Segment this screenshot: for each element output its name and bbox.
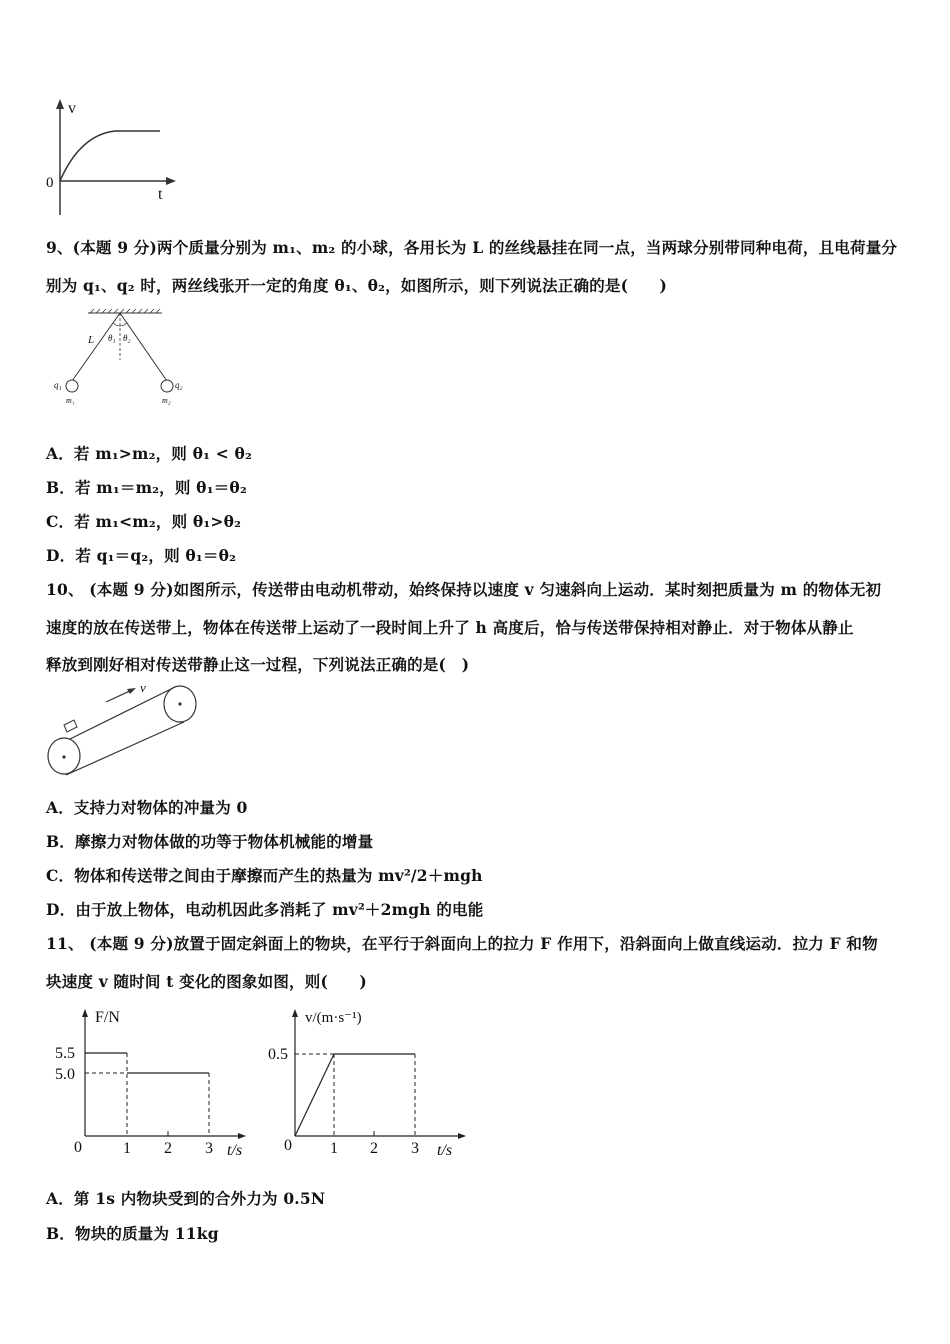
force-time-graph [40, 1000, 260, 1170]
q11-stem-line-1: 11、 (本题 9 分)放置于固定斜面上的物块，在平行于斜面向上的拉力 F 作用下，沿斜面向上做直线运动．拉力 F 和物 [46, 934, 878, 953]
f-xtick-0: 0 [74, 1139, 82, 1156]
q9-option-c[interactable]: C．若 m₁<m₂，则 θ₁>θ₂ [46, 512, 242, 531]
q9-option-d[interactable]: D．若 q₁＝q₂，则 θ₁＝θ₂ [46, 546, 237, 565]
q1-label: q₁ [54, 380, 62, 390]
v-axis-label: v [68, 100, 76, 117]
conveyor-belt-figure [44, 680, 204, 775]
f-tick-5-0: 5.0 [55, 1066, 75, 1083]
q10-option-d[interactable]: D．由于放上物体，电动机因此多消耗了 mv²＋2mgh 的电能 [46, 900, 484, 919]
v-tick-0-5: 0.5 [268, 1046, 288, 1063]
q9-option-b[interactable]: B．若 m₁＝m₂，则 θ₁＝θ₂ [46, 478, 247, 497]
v-axis-label: v/(m·s⁻¹) [305, 1010, 362, 1026]
q9-stem-line-1: 9、(本题 9 分)两个质量分别为 m₁、m₂ 的小球，各用长为 L 的丝线悬挂在同一点，当两球分别带同种电荷，且电荷量分 [46, 238, 898, 257]
v-xtick-2: 2 [370, 1140, 378, 1157]
velocity-label: v [140, 680, 146, 695]
f-xtick-2: 2 [164, 1140, 172, 1157]
v-xtick-1: 1 [330, 1140, 338, 1157]
f-xtick-3: 3 [205, 1140, 213, 1157]
velocity-time-sketch [40, 95, 180, 220]
pendulum-figure [50, 305, 200, 410]
f-xtick-1: 1 [123, 1140, 131, 1157]
f-t-axis-label: t/s [227, 1142, 243, 1159]
v-xtick-3: 3 [411, 1140, 419, 1157]
t-axis-label: t [158, 186, 163, 203]
v-t-axis-label: t/s [437, 1142, 453, 1159]
q9-option-a[interactable]: A．若 m₁>m₂，则 θ₁ < θ₂ [46, 444, 253, 463]
f-axis-label: F/N [95, 1009, 120, 1026]
q10-option-b[interactable]: B．摩擦力对物体做的功等于物体机械能的增量 [46, 832, 374, 851]
origin-label: 0 [46, 175, 54, 191]
q10-option-c[interactable]: C．物体和传送带之间由于摩擦而产生的热量为 mv²/2＋mgh [46, 866, 483, 885]
m1-label: m₁ [66, 396, 75, 405]
v-xtick-0: 0 [284, 1137, 292, 1154]
q10-stem-line-1: 10、 (本题 9 分)如图所示，传送带由电动机带动，始终保持以速度 v 匀速斜向上运动．某时刻把质量为 m 的物体无初 [46, 580, 882, 599]
theta1-label: θ₁ [108, 333, 116, 343]
theta2-label: θ₂ [123, 333, 131, 343]
q2-label: q₂ [175, 380, 183, 390]
f-tick-5-5: 5.5 [55, 1045, 75, 1062]
length-label: L [88, 334, 95, 346]
q9-stem-line-2: 别为 q₁、q₂ 时，两丝线张开一定的角度 θ₁、θ₂，如图所示，则下列说法正确的是( ) [46, 276, 668, 295]
q11-stem-line-2: 块速度 v 随时间 t 变化的图象如图，则( ) [46, 972, 367, 991]
q10-stem-line-3: 释放到刚好相对传送带静止这一过程，下列说法正确的是( ) [46, 655, 470, 674]
velocity-time-graph [260, 1000, 480, 1170]
q10-stem-line-2: 速度的放在传送带上，物体在传送带上运动了一段时间上升了 h 高度后，恰与传送带保持相对静止．对于物体从静止 [46, 618, 854, 637]
m2-label: m₂ [162, 396, 171, 405]
q11-option-b[interactable]: B．物块的质量为 11kg [46, 1224, 219, 1243]
q11-option-a[interactable]: A．第 1s 内物块受到的合外力为 0.5N [46, 1189, 326, 1208]
q10-option-a[interactable]: A．支持力对物体的冲量为 0 [46, 798, 248, 817]
